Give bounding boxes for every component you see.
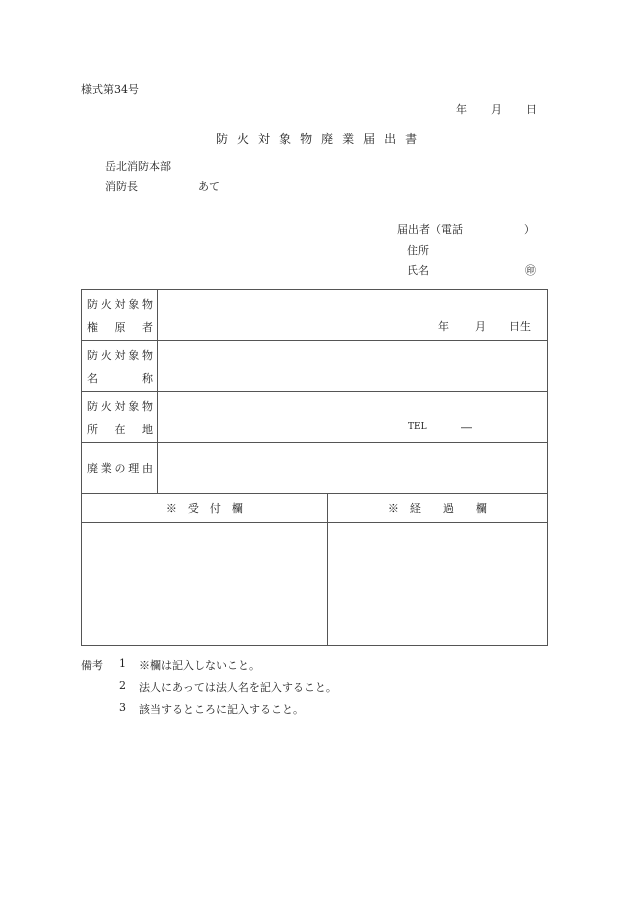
notification-table	[81, 289, 548, 646]
reason-field[interactable]	[158, 443, 548, 494]
progress-field	[327, 523, 547, 646]
notes-label: 備考	[81, 659, 103, 672]
note-text: 法人にあっては法人名を記入すること。	[139, 681, 337, 694]
addressee-suffix: あて	[198, 180, 220, 193]
note-item	[81, 679, 337, 701]
title-char: 出	[384, 132, 397, 146]
note-number: 1	[119, 657, 126, 670]
table-row-location	[82, 392, 548, 443]
table-row-reason	[82, 443, 548, 494]
document-title	[216, 133, 426, 145]
reception-field	[82, 523, 328, 646]
birth-year: 年	[438, 320, 449, 333]
addressee-position: 消防長	[105, 180, 138, 193]
birth-day: 日生	[509, 320, 531, 333]
table-row-office-fields	[82, 523, 548, 646]
note-text: 該当するところに記入すること。	[139, 703, 304, 716]
location-label: 防 火 対 象 物 所 在 地	[82, 392, 158, 443]
object-name-label: 防 火 対 象 物 名 称	[82, 341, 158, 392]
title-char: 届	[363, 132, 376, 146]
table-row-name	[82, 341, 548, 392]
applicant-address-label: 住所	[407, 244, 429, 257]
title-char: 象	[279, 132, 292, 146]
reason-label: 廃 業 の 理 由	[82, 443, 158, 494]
seal-mark: ㊞	[525, 264, 536, 277]
note-text: ※欄は記入しないこと。	[139, 659, 260, 672]
title-char: 物	[300, 132, 313, 146]
birth-month: 月	[475, 320, 486, 333]
title-char: 書	[405, 132, 418, 146]
form-number: 様式第34号	[81, 83, 139, 96]
title-char: 防	[216, 132, 229, 146]
note-number: 3	[119, 701, 126, 714]
note-item	[81, 701, 337, 723]
date-year: 年	[456, 103, 467, 116]
title-char: 対	[258, 132, 271, 146]
addressee-org: 岳北消防本部	[105, 160, 171, 173]
owner-field[interactable]	[158, 290, 548, 341]
note-number: 2	[119, 679, 126, 692]
note-item	[81, 657, 337, 679]
notes	[81, 657, 337, 723]
tel-label: TEL	[408, 422, 427, 432]
title-char: 廃	[321, 132, 334, 146]
reception-header: ※ 受 付 欄	[82, 494, 328, 523]
date-day: 日	[526, 103, 537, 116]
progress-header: ※ 経 過 欄	[327, 494, 547, 523]
location-field[interactable]	[158, 392, 548, 443]
owner-label: 防 火 対 象 物 権 原 者	[82, 290, 158, 341]
applicant-label: 届出者（電話	[397, 223, 463, 236]
title-char: 火	[237, 132, 250, 146]
applicant-phone-close: ）	[524, 223, 535, 236]
applicant-name-label: 氏名	[407, 264, 429, 277]
table-row-office-headers	[82, 494, 548, 523]
tel-dash: ―	[461, 421, 472, 434]
table-row-owner	[82, 290, 548, 341]
date-month: 月	[491, 103, 502, 116]
object-name-field[interactable]	[158, 341, 548, 392]
title-char: 業	[342, 132, 355, 146]
